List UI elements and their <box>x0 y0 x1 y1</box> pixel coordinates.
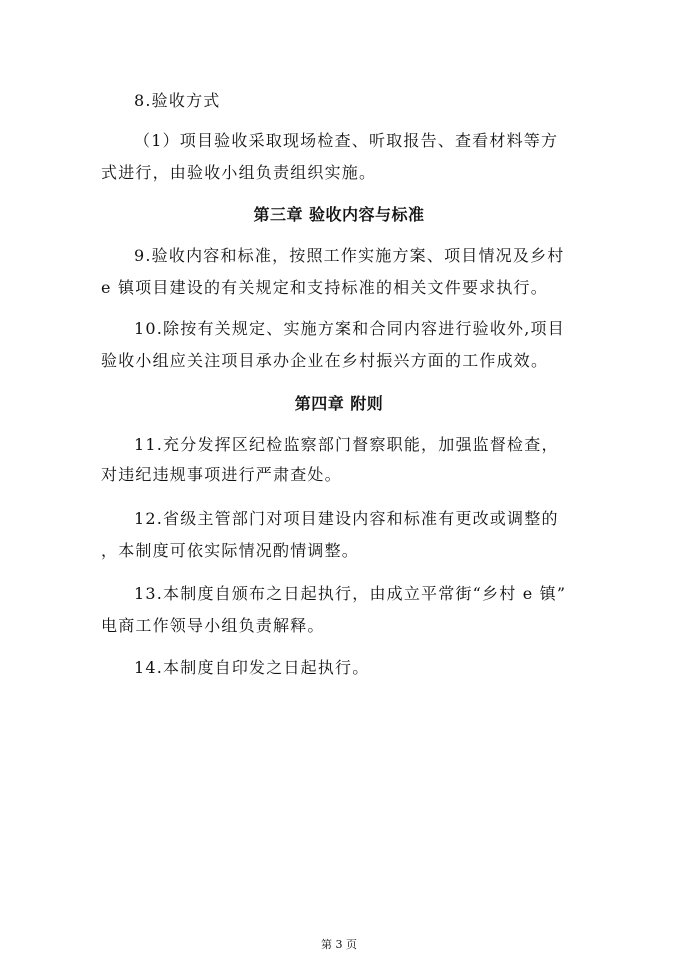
item-12-line-2: ，本制度可依实际情况酌情调整。 <box>101 541 360 560</box>
chapter-3-heading: 第三章 验收内容与标准 <box>253 205 425 224</box>
item-10-line-1: 10.除按有关规定、实施方案和合同内容进行验收外,项目 <box>134 319 565 338</box>
item-8-title: 8.验收方式 <box>134 91 221 110</box>
chapter-4-heading: 第四章 附则 <box>294 394 384 413</box>
page-number: 第 3 页 <box>321 938 357 951</box>
item-9-line-2: e 镇项目建设的有关规定和支持标准的相关文件要求执行。 <box>101 278 548 297</box>
item-14-line-1: 14.本制度自印发之日起执行。 <box>134 658 370 677</box>
item-8-sub-1-line-2: 式进行，由验收小组负责组织实施。 <box>101 163 377 182</box>
item-9-line-1: 9.验收内容和标准，按照工作实施方案、项目情况及乡村 <box>134 246 565 265</box>
item-11-line-1: 11.充分发挥区纪检监察部门督察职能，加强监督检查， <box>134 435 559 454</box>
item-11-line-2: 对违纪违规事项进行严肃查处。 <box>101 465 342 484</box>
item-10-line-2: 验收小组应关注项目承办企业在乡村振兴方面的工作成效。 <box>101 351 549 370</box>
item-13-line-1: 13.本制度自颁布之日起执行，由成立平常街“乡村 e 镇” <box>134 584 567 603</box>
item-12-line-1: 12.省级主管部门对项目建设内容和标准有更改或调整的 <box>134 509 559 528</box>
item-8-sub-1-line-1: （1）项目验收采取现场检查、听取报告、查看材料等方 <box>134 131 559 150</box>
item-13-line-2: 电商工作领导小组负责解释。 <box>101 616 325 635</box>
